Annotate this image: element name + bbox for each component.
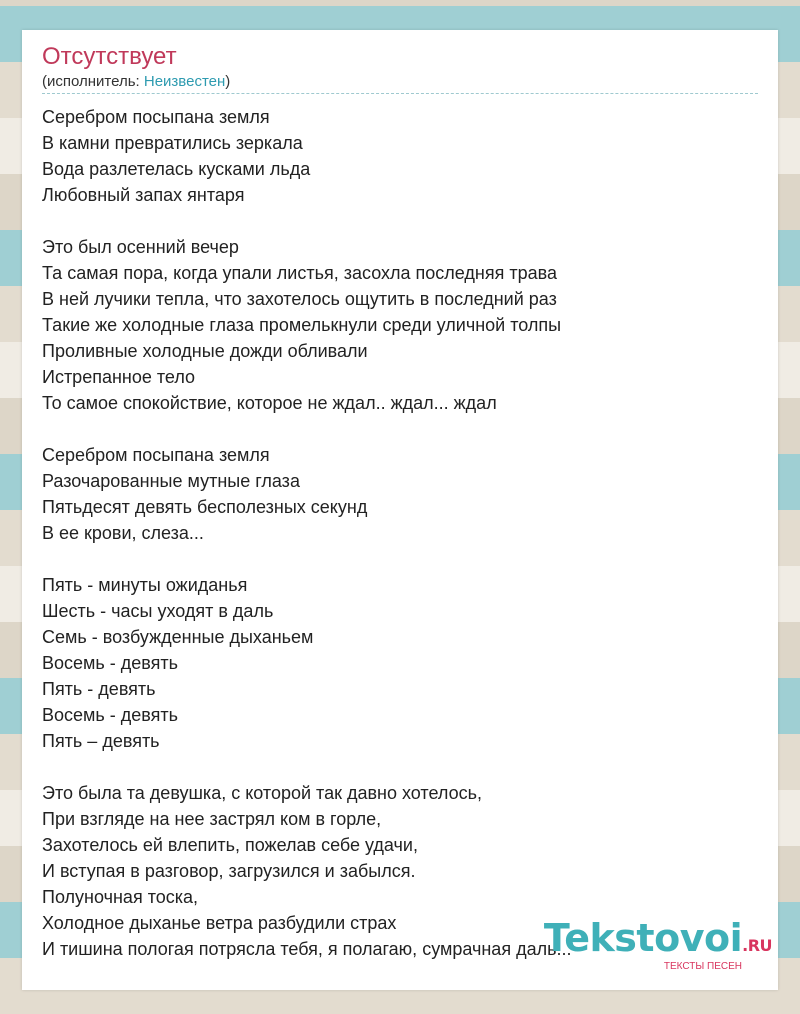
lyric-line: Восемь - девять: [42, 705, 179, 725]
logo-tagline: ТЕКСТЫ ПЕСЕН: [663, 961, 742, 972]
lyric-line: Захотелось ей влепить, пожелав себе удачи,: [42, 835, 418, 855]
lyric-line: Это был осенний вечер: [42, 237, 239, 257]
stanza-gap: [42, 754, 758, 780]
lyric-line: Пять – девять: [42, 731, 160, 751]
artist-link[interactable]: Неизвестен: [143, 73, 226, 90]
artist-line: [42, 72, 230, 92]
lyric-line: Любовный запах янтаря: [42, 185, 245, 205]
lyric-line: В ней лучики тепла, что захотелось ощутить в последний раз: [42, 289, 557, 309]
lyric-line: Пятьдесят девять бесполезных секунд: [42, 497, 368, 517]
lyric-line: В ее крови, слеза...: [42, 523, 204, 543]
lyric-line: Шесть - часы уходят в даль: [42, 601, 274, 621]
song-title: Отсутствует: [42, 43, 177, 70]
lyric-line: И тишина пологая потрясла тебя, я полагаю, сумрачная даль...: [42, 939, 572, 959]
title-divider: [42, 93, 758, 94]
logo-domain: .RU: [742, 936, 772, 955]
lyrics-text: [42, 104, 758, 962]
lyric-line: Полуночная тоска,: [42, 887, 199, 907]
lyric-line: То самое спокойствие, которое не ждал.. ждал... ждал: [42, 393, 497, 413]
lyric-line: Такие же холодные глаза промелькнули среди уличной толпы: [42, 315, 562, 335]
lyric-line: Серебром посыпана земля: [42, 445, 270, 465]
lyric-line: Восемь - девять: [42, 653, 179, 673]
lyric-line: Это была та девушка, с которой так давно хотелось,: [42, 783, 482, 803]
lyric-line: Холодное дыханье ветра разбудили страх: [42, 913, 397, 933]
lyric-line: Проливные холодные дожди обливали: [42, 341, 368, 361]
lyric-line: Пять - девять: [42, 679, 156, 699]
lyrics-card: [22, 30, 778, 990]
lyric-line: Истрепанное тело: [42, 367, 196, 387]
lyric-line: При взгляде на нее застрял ком в горле,: [42, 809, 382, 829]
stanza-gap: [42, 546, 758, 572]
lyric-line: И вступая в разговор, загрузился и забылся.: [42, 861, 416, 881]
lyric-line: Вода разлетелась кусками льда: [42, 159, 311, 179]
logo-text: Tekstovoi: [543, 916, 743, 960]
site-logo[interactable]: [544, 918, 772, 972]
artist-suffix: ): [225, 73, 231, 90]
lyric-line: Серебром посыпана земля: [42, 107, 270, 127]
lyric-line: Та самая пора, когда упали листья, засохла последняя трава: [42, 263, 557, 283]
lyric-line: Пять - минуты ожиданья: [42, 575, 248, 595]
artist-prefix: (исполнитель:: [42, 73, 144, 90]
lyric-line: Разочарованные мутные глаза: [42, 471, 300, 491]
lyric-line: Семь - возбужденные дыханьем: [42, 627, 314, 647]
stanza-gap: [42, 208, 758, 234]
lyric-line: В камни превратились зеркала: [42, 133, 303, 153]
stanza-gap: [42, 416, 758, 442]
